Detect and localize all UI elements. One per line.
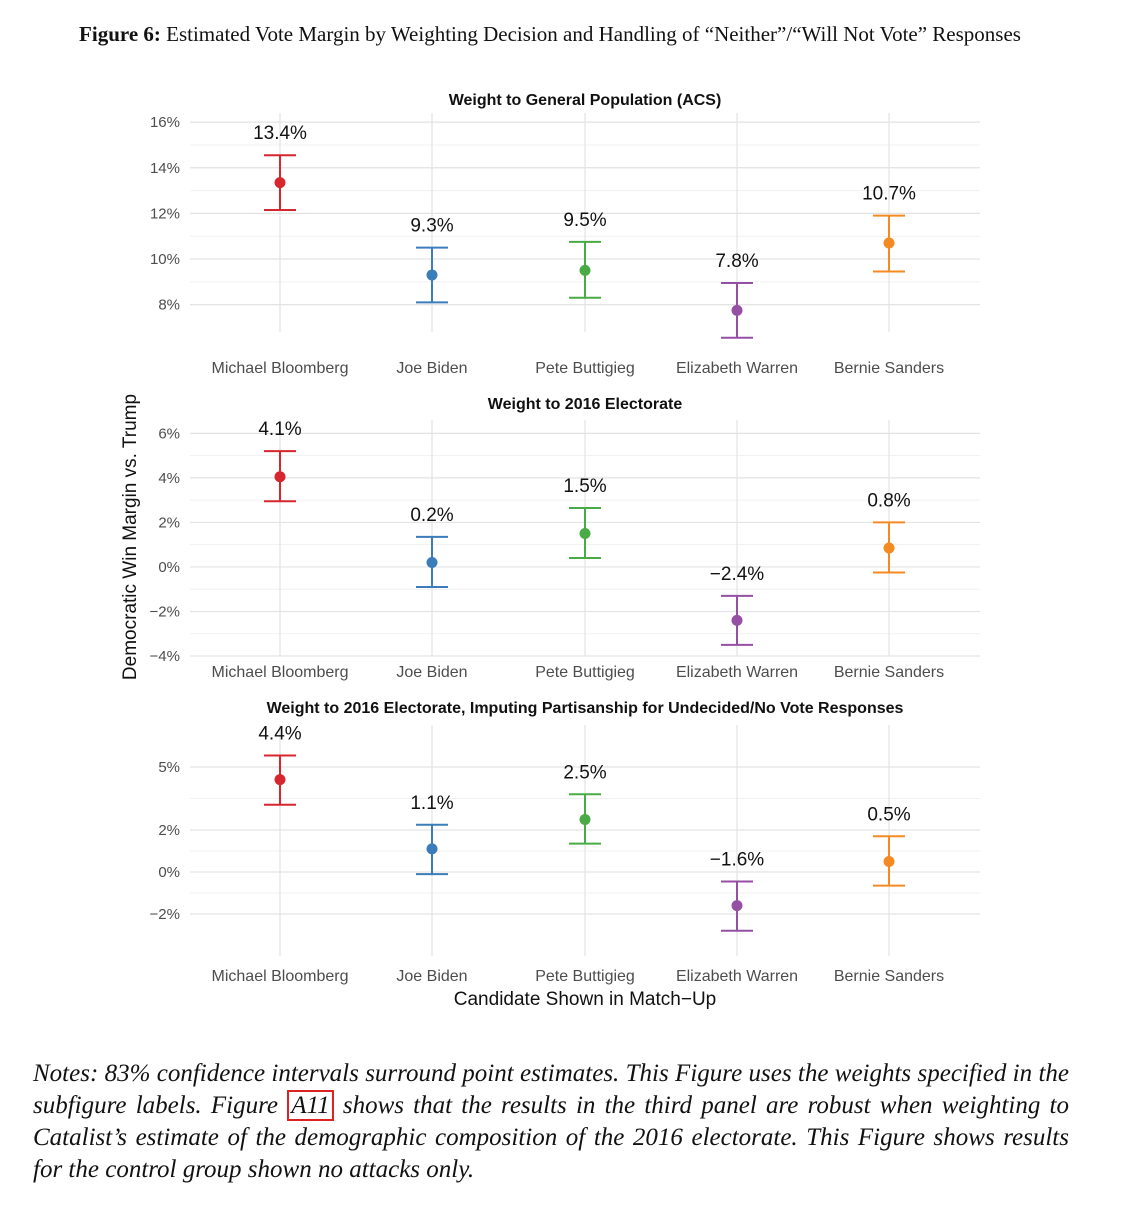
x-tick-label: Pete Buttigieg <box>535 360 635 377</box>
y-tick-label: 8% <box>158 296 180 314</box>
point-estimate <box>427 557 438 568</box>
notes-text-1: Notes: 83% confidence intervals surround point estimates. This Figure uses the weights specified in the subfigure labels. Figure <box>33 1060 1069 1119</box>
data-label: 13.4% <box>253 123 307 145</box>
point-estimate <box>884 238 895 249</box>
x-tick-label: Joe Biden <box>396 968 468 985</box>
y-tick-label: 4% <box>158 469 180 487</box>
data-label: 4.4% <box>258 723 302 745</box>
y-tick-label: 0% <box>158 558 180 576</box>
data-label: −1.6% <box>709 849 765 871</box>
point-estimate <box>732 305 743 316</box>
y-tick-label: 2% <box>158 514 180 532</box>
data-label: 9.5% <box>563 209 607 231</box>
y-tick-label: 12% <box>149 205 180 223</box>
point-estimate <box>275 177 286 188</box>
data-label: 1.5% <box>563 475 607 497</box>
y-tick-label: 6% <box>158 425 180 443</box>
point-estimate <box>580 528 591 539</box>
y-tick-label: −4% <box>149 648 180 665</box>
data-label: 0.8% <box>867 490 911 512</box>
data-label: 10.7% <box>862 183 916 205</box>
x-tick-label: Joe Biden <box>396 664 468 681</box>
point-estimate <box>732 615 743 626</box>
x-tick-label: Pete Buttigieg <box>535 664 635 681</box>
figure-reference-link[interactable]: A11 <box>287 1090 333 1121</box>
x-tick-label: Bernie Sanders <box>833 360 945 377</box>
data-label: 1.1% <box>410 792 454 814</box>
y-tick-label: 10% <box>149 251 180 268</box>
x-tick-label: Michael Bloomberg <box>211 968 349 985</box>
x-tick-label: Michael Bloomberg <box>211 664 349 681</box>
x-tick-label: Elizabeth Warren <box>675 968 799 985</box>
x-tick-label: Joe Biden <box>396 360 468 377</box>
panel-title: Weight to 2016 Electorate <box>487 396 683 413</box>
x-tick-label: Michael Bloomberg <box>211 360 349 377</box>
data-label: 0.5% <box>867 804 911 826</box>
x-tick-label: Bernie Sanders <box>833 664 945 681</box>
y-tick-label: 5% <box>158 759 180 776</box>
point-estimate <box>275 471 286 482</box>
y-tick-label: 2% <box>158 822 180 839</box>
data-label: −2.4% <box>709 563 765 585</box>
panel-title: Weight to General Population (ACS) <box>448 92 722 109</box>
x-tick-label: Pete Buttigieg <box>535 968 635 985</box>
point-estimate <box>580 814 591 825</box>
data-label: 0.2% <box>410 504 454 526</box>
data-label: 4.1% <box>258 419 302 441</box>
figure-title-text: Estimated Vote Margin by Weighting Decision and Handling of “Neither”/“Will Not Vote” Responses <box>166 22 1021 46</box>
data-label: 9.3% <box>410 215 454 237</box>
data-label: 7.8% <box>715 250 759 272</box>
y-tick-label: −2% <box>149 906 180 923</box>
point-estimate <box>884 856 895 867</box>
point-estimate <box>580 265 591 276</box>
data-label: 2.5% <box>563 762 607 784</box>
y-tick-label: 14% <box>149 159 180 177</box>
point-estimate <box>732 900 743 911</box>
y-axis-title: Democratic Win Margin vs. Trump <box>120 393 141 681</box>
x-tick-label: Elizabeth Warren <box>675 664 799 681</box>
figure-notes <box>33 1058 1069 1186</box>
y-tick-label: −2% <box>149 603 180 621</box>
y-tick-label: 16% <box>149 114 180 132</box>
x-tick-label: Elizabeth Warren <box>675 360 799 377</box>
point-estimate <box>427 269 438 280</box>
panel-title: Weight to 2016 Electorate, Imputing Partisanship for Undecided/No Vote Responses <box>266 700 904 717</box>
y-tick-label: 0% <box>158 864 180 881</box>
x-tick-label: Bernie Sanders <box>833 968 945 985</box>
point-estimate <box>427 843 438 854</box>
point-estimate <box>884 543 895 554</box>
x-axis-title: Candidate Shown in Match−Up <box>453 989 717 1010</box>
point-estimate <box>275 774 286 785</box>
notes-text-2: shows that the results in the third panel are robust when weighting to Catalist’s estimate of the demographic composition of the 2016 electorate. This Figure shows results for the control group shown no attacks only. <box>33 1092 1069 1183</box>
figure-label: Figure 6: <box>79 22 161 46</box>
